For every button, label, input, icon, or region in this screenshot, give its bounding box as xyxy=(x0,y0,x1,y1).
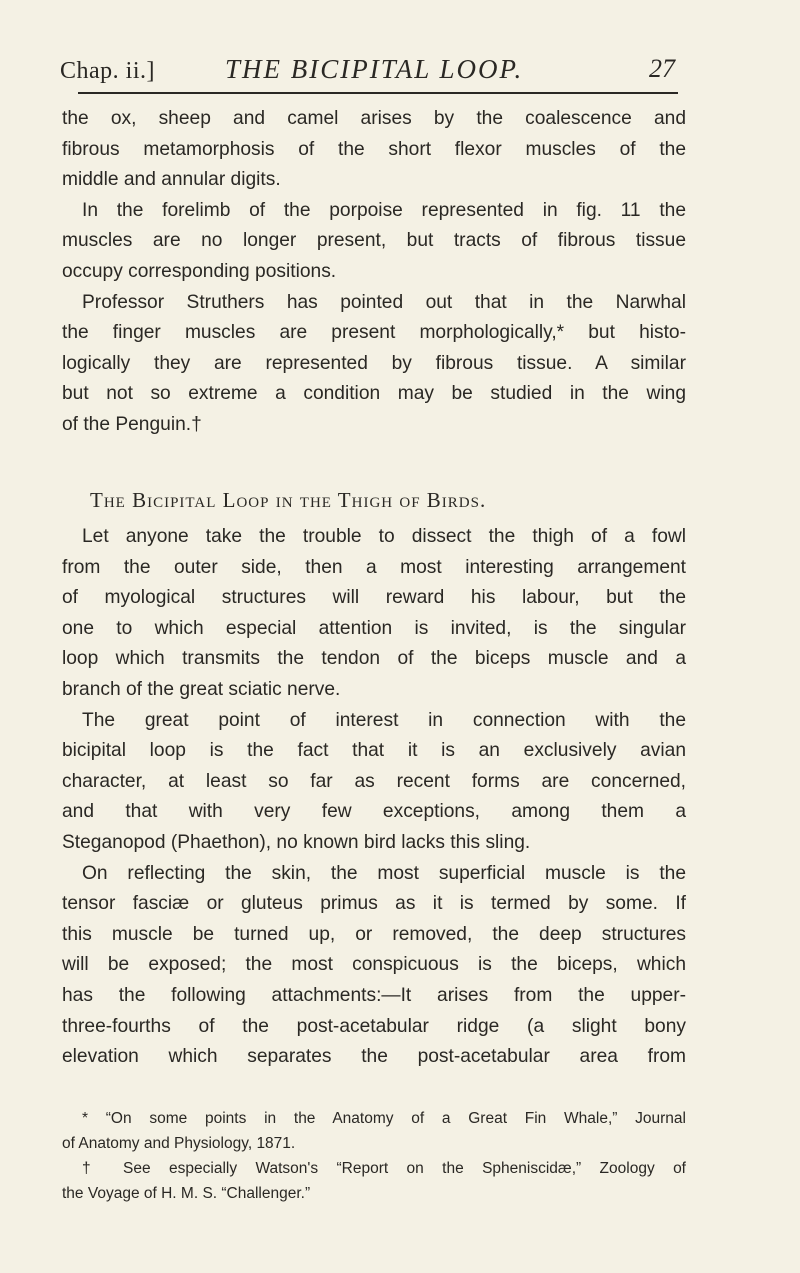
text-line: of myological structures will reward his labour, but the xyxy=(62,587,686,609)
page-number: 27 xyxy=(649,54,675,83)
text-line: loop which transmits the tendon of the biceps muscle and a xyxy=(62,648,686,670)
footnote-line: of Anatomy and Physiology, 1871. xyxy=(62,1135,296,1152)
text-line: has the following attachments:—It arises from the upper- xyxy=(62,984,686,1006)
text-line: The great point of interest in connection with the xyxy=(82,709,686,731)
footnote-line: the Voyage of H. M. S. “Challenger.” xyxy=(62,1185,311,1202)
text-line: this muscle be turned up, or removed, the deep structures xyxy=(62,923,686,945)
text-line: three-fourths of the post-acetabular ridge (a slight bony xyxy=(62,1015,686,1037)
text-line: middle and annular digits. xyxy=(62,169,281,191)
running-title: THE BICIPITAL LOOP. xyxy=(225,54,524,84)
text-line: will be exposed; the most conspicuous is the biceps, which xyxy=(62,954,686,976)
paragraph-continuation xyxy=(62,104,686,441)
text-line: the ox, sheep and camel arises by the coalescence and xyxy=(62,108,686,129)
section-body xyxy=(62,522,686,1073)
text-line: elevation which separates the post-acetabular area from xyxy=(62,1046,686,1068)
text-line: Professor Struthers has pointed out that in the Narwhal xyxy=(82,291,686,313)
footnote-line: * “On some points in the Anatomy of a Great Fin Whale,” Journal xyxy=(82,1110,686,1127)
text-line: but not so extreme a condition may be studied in the wing xyxy=(62,383,686,405)
text-line: tensor fasciæ or gluteus primus as it is termed by some. If xyxy=(62,893,686,915)
text-line: the finger muscles are present morphologically,* but histo- xyxy=(62,322,686,344)
text-line: Steganopod (Phaethon), no known bird lacks this sling. xyxy=(62,831,531,853)
section-heading: The Bicipital Loop in the Thigh of Birds. xyxy=(90,488,487,512)
text-line: from the outer side, then a most interesting arrangement xyxy=(62,556,686,578)
text-line: logically they are represented by fibrous tissue. A similar xyxy=(62,352,686,374)
chapter-label: Chap. ii.] xyxy=(60,58,155,84)
text-line: character, at least so far as recent forms are concerned, xyxy=(62,770,686,792)
running-head xyxy=(60,50,695,90)
text-line: occupy corresponding positions. xyxy=(62,260,337,282)
text-line: fibrous metamorphosis of the short flexor muscles of the xyxy=(62,138,686,160)
text-line: and that with very few exceptions, among them a xyxy=(62,801,686,823)
footnote-line: † See especially Watson's “Report on the Spheniscidæ,” Zoology of xyxy=(82,1160,686,1177)
header-rule xyxy=(78,92,678,94)
text-line: In the forelimb of the porpoise represented in fig. 11 the xyxy=(82,199,686,221)
text-line: branch of the great sciatic nerve. xyxy=(62,678,341,700)
text-line: muscles are no longer present, but tracts of fibrous tissue xyxy=(62,230,686,252)
text-line: Let anyone take the trouble to dissect the thigh of a fowl xyxy=(82,526,686,547)
footnotes xyxy=(62,1106,686,1206)
text-line: bicipital loop is the fact that it is an exclusively avian xyxy=(62,740,686,762)
text-line: of the Penguin.† xyxy=(62,413,202,435)
text-line: one to which especial attention is invited, is the singular xyxy=(62,617,686,639)
text-line: On reflecting the skin, the most superficial muscle is the xyxy=(82,862,686,884)
